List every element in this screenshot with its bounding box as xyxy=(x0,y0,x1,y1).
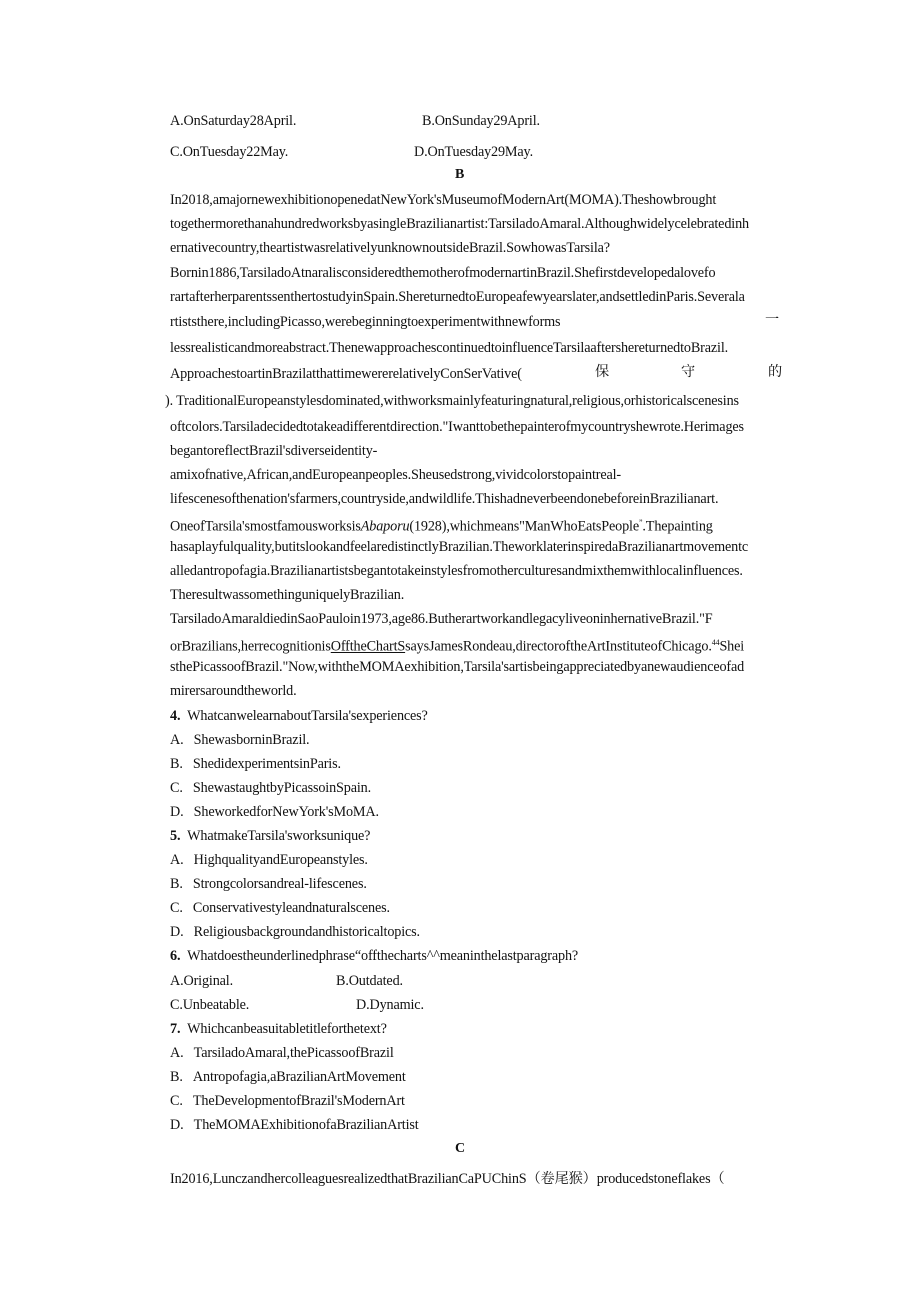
q5-num: 5. xyxy=(170,828,181,844)
q7-stem xyxy=(170,1020,387,1038)
p2-dash: 一 xyxy=(765,312,780,328)
p3-char-shou: 守 xyxy=(681,364,696,380)
q4-stem xyxy=(170,707,428,725)
q4-option-a[interactable]: A. ShewasborninBrazil. xyxy=(170,732,310,748)
p4-abaporu: Abaporu xyxy=(360,518,410,535)
q7-option-a[interactable]: A. TarsiladoAmaral,thePicassoofBrazil xyxy=(170,1045,394,1061)
p5-text-c: Shei xyxy=(719,638,745,655)
p5-underlined-phrase: OfftheChartS xyxy=(330,638,406,655)
p5-line1: TarsiladoAmaraldiedinSaoPauloin1973,age86.ButherartworkandlegacyliveoninhernativeBrazil."F xyxy=(170,611,713,627)
p3-char-bao: 保 xyxy=(595,364,610,380)
p3-line4: begantoreflectBrazil'sdiverseidentity- xyxy=(170,443,378,459)
q6-option-a[interactable]: A.Original. xyxy=(170,973,233,989)
p4-line4: TheresultwassomethinguniquelyBrazilian. xyxy=(170,587,405,603)
p3-line3: oftcolors.Tarsiladecidedtotakeadifferentdirection."Iwanttobethepainterofmycountryshewrote.Herimages xyxy=(170,419,744,435)
q6-stem xyxy=(170,947,578,965)
prev-option-b: B.OnSunday29April. xyxy=(422,113,540,129)
q5-text: WhatmakeTarsila'sworksunique? xyxy=(187,828,371,844)
p4-text-b: (1928),whichmeans"ManWhoEatsPeople xyxy=(409,518,639,535)
p4-line3: alledantropofagia.Brazilianartistsbegantotakeinstylesfromotherculturesandmixthemwithlocalinfluences. xyxy=(170,563,743,579)
q5-stem xyxy=(170,827,370,845)
q6-num: 6. xyxy=(170,948,181,964)
q4-option-b[interactable]: B. ShedidexperimentsinParis. xyxy=(170,756,341,772)
q4-option-c[interactable]: C. ShewastaughtbyPicassoinSpain. xyxy=(170,780,372,796)
p4-text-c: .Thepainting xyxy=(642,518,713,535)
p4-line2: hasaplayfulquality,butitslookandfeelaredistinctlyBrazilian.TheworklaterinspiredaBrazilianartmovementc xyxy=(170,539,749,555)
p5-sup: 44 xyxy=(711,638,720,647)
section-b-heading: B xyxy=(455,167,465,182)
q4-num: 4. xyxy=(170,708,181,724)
q7-num: 7. xyxy=(170,1021,181,1037)
p5-line4: mirersaroundtheworld. xyxy=(170,683,297,699)
p2-line1: Bornin1886,TarsiladoAtnaralisconsideredthemotherofmodernartinBrazil.Shefirstdevelopedalovefo xyxy=(170,265,716,281)
q6-option-d[interactable]: D.Dynamic. xyxy=(356,997,424,1013)
q5-option-d[interactable]: D. Religiousbackgroundandhistoricaltopics. xyxy=(170,924,420,940)
p5-text-a: orBrazilians,herrecognitionis xyxy=(170,638,331,655)
q7-option-d[interactable]: D. TheMOMAExhibitionofaBrazilianArtist xyxy=(170,1117,419,1133)
prev-option-c: C.OnTuesday22May. xyxy=(170,144,289,160)
q4-text: WhatcanwelearnaboutTarsila'sexperiences? xyxy=(187,708,428,724)
p2-line4: lessrealisticandmoreabstract.ThenewapproachescontinuedtoinfluenceTarsilaaftershereturnedtoBrazil. xyxy=(170,340,729,356)
q5-option-c[interactable]: C. Conservativestyleandnaturalscenes. xyxy=(170,900,390,916)
p3-line6: lifescenesofthenation'sfarmers,countryside,andwildlife.ThishadneverbeendonebeforeinBrazilianart. xyxy=(170,491,719,507)
p3-line2: ). TraditionalEuropeanstylesdominated,withworksmainlyfeaturingnatural,religious,orhistoricalscenesins xyxy=(165,393,739,409)
q7-text: Whichcanbeasuitabletitleforthetext? xyxy=(187,1021,387,1037)
section-c-heading: C xyxy=(455,1141,466,1156)
q4-option-d[interactable]: D. SheworkedforNewYork'sMoMA. xyxy=(170,804,379,820)
q7-option-b[interactable]: B. Antropofagia,aBrazilianArtMovement xyxy=(170,1069,406,1085)
p4-line1 xyxy=(170,514,713,536)
p5-line3: sthePicassoofBrazil."Now,withtheMOMAexhibition,Tarsila'sartisbeingappreciatedbyanewaudienceofad xyxy=(170,659,745,675)
p2-line3: rtiststhere,includingPicasso,werebeginningtoexperimentwithnewforms xyxy=(170,314,561,330)
p4-text-a: OneofTarsila'smostfamousworksis xyxy=(170,518,361,535)
p3-char-de: 的 xyxy=(768,364,783,380)
p3-line5: amixofnative,African,andEuropeanpeoples.Sheusedstrong,vividcolorstopaintreal- xyxy=(170,467,621,483)
p5-line2 xyxy=(170,634,744,656)
prev-option-a: A.OnSaturday28April. xyxy=(170,113,297,129)
p3-line1: ApproachestoartinBrazilatthattimewererelativelyConSerVative( xyxy=(170,366,522,382)
prev-option-d: D.OnTuesday29May. xyxy=(414,144,533,160)
q6-option-c[interactable]: C.Unbeatable. xyxy=(170,997,250,1013)
q5-option-b[interactable]: B. Strongcolorsandreal-lifescenes. xyxy=(170,876,367,892)
q6-option-b[interactable]: B.Outdated. xyxy=(336,973,403,989)
q5-option-a[interactable]: A. HighqualityandEuropeanstyles. xyxy=(170,852,368,868)
p4-quote: ” xyxy=(639,518,643,527)
p1-line1: In2018,amajornewexhibitionopenedatNewYork'sMuseumofModernArt(MOMA).Theshowbrought xyxy=(170,192,717,208)
q7-option-c[interactable]: C. TheDevelopmentofBrazil'sModernArt xyxy=(170,1093,405,1109)
p2-line2: rartafterherparentssenthertostudyinSpain.ShereturnedtoEuropeafewyearslater,andsettledinParis.Severala xyxy=(170,289,745,305)
c-line1: In2016,LunczandhercolleaguesrealizedthatBrazilianCaPUChinS（卷尾猴）producedstoneflakes（ xyxy=(170,1171,725,1187)
q6-text: Whatdoestheunderlinedphrase“offthecharts^^meaninthelastparagraph? xyxy=(187,948,579,964)
p1-line2: togethermorethanahundredworksbyasingleBrazilianartist:TarsiladoAmaral.Althoughwidelycelebratedinh xyxy=(170,216,749,232)
p1-line3: ernativecountry,theartistwasrelativelyunknownoutsideBrazil.SowhowasTarsila? xyxy=(170,240,610,256)
p5-text-b: saysJamesRondeau,directoroftheArtInstituteofChicago. xyxy=(405,638,712,655)
